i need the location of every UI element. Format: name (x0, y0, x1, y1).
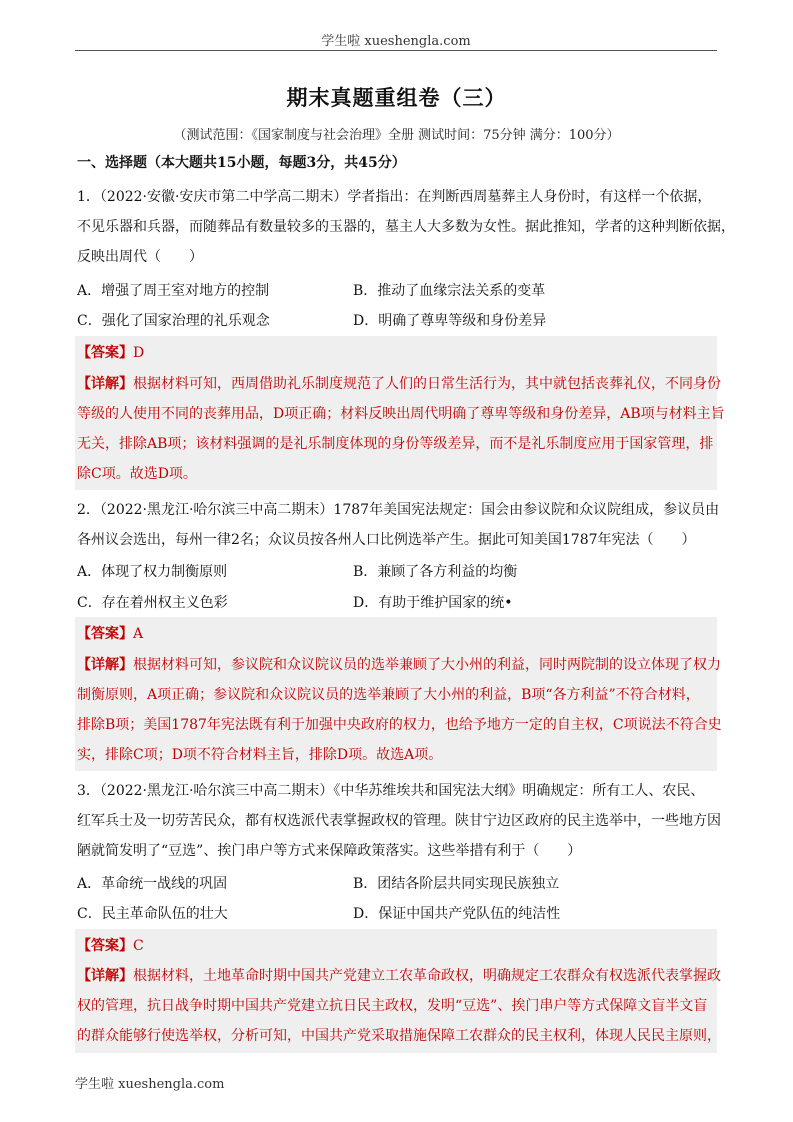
answer-value: D (133, 345, 145, 361)
question-3-answer (77, 936, 144, 956)
detail-tag: 【详解】 (77, 968, 133, 984)
question-2-stem-line-1: 2．（2022·黑龙江·哈尔滨三中高二期末）1787年美国宪法规定：国会由参议院和众议院组成，参议员由 (77, 502, 720, 518)
question-1-option-d: D．明确了尊卑等级和身份差异 (353, 313, 547, 329)
question-3-option-b: B．团结各阶层共同实现民族独立 (353, 876, 560, 892)
page-subtitle: （测试范围：《国家制度与社会治理》全册 测试时间：75分钟 满分：100分） (173, 128, 620, 143)
question-1-option-a: A．增强了周王室对地方的控制 (77, 283, 270, 299)
page-footer: 学生啦 xueshengla.com (75, 1077, 225, 1092)
detail-text: 根据材料，土地革命时期中国共产党建立工农革命政权，明确规定工农群众有权选派代表掌握政 (133, 968, 721, 984)
question-1-detail-line-1 (77, 374, 721, 394)
page-header: 学生啦 xueshengla.com (321, 34, 471, 49)
question-3-detail-line-2: 权的管理，抗日战争时期中国共产党建立抗日民主政权，发明“豆选”、挨门串户等方式保障文盲半文盲 (77, 998, 708, 1014)
question-1-option-b: B．推动了血缘宗法关系的变革 (353, 283, 546, 299)
question-2-detail-line-4: 实，排除C项；D项不符合材料主旨，排除D项。故选A项。 (77, 747, 443, 763)
header-rule (75, 50, 717, 51)
detail-tag: 【详解】 (77, 657, 133, 673)
detail-tag: 【详解】 (77, 376, 133, 392)
question-2-answer (77, 624, 143, 644)
question-3-stem-line-3: 陋就简发明了“豆选”、挨门串户等方式来保障政策落实。这些举措有利于（ ） (77, 843, 582, 859)
question-1-stem-line-1: 1．（2022·安徽·安庆市第二中学高二期末）学者指出：在判断西周墓葬主人身份时，有这样一个依据， (77, 189, 712, 205)
question-3-option-d: D．保证中国共产党队伍的纯洁性 (353, 906, 561, 922)
question-1-answer (77, 343, 144, 363)
question-1-stem-line-3: 反映出周代（ ） (77, 249, 203, 265)
question-1-detail-line-3: 无关，排除AB项；该材料强调的是礼乐制度体现的身份等级差异，而不是礼乐制度应用于国家管理，排 (77, 436, 714, 452)
question-3-option-c: C．民主革命队伍的壮大 (77, 906, 228, 922)
answer-value: A (133, 626, 144, 642)
question-3-detail-line-1 (77, 966, 721, 986)
section-heading: 一、选择题（本大题共15小题，每题3分，共45分） (77, 155, 406, 171)
question-3-detail-line-3: 的群众能够行使选举权，分析可知，中国共产党采取措施保障工农群众的民主权利，体现人民民主原则， (77, 1028, 721, 1044)
question-1-stem-line-2: 不见乐器和兵器，而随葬品有数量较多的玉器的，墓主人大多数为女性。据此推知，学者的这种判断依据， (77, 219, 735, 235)
question-2-detail-line-2: 制衡原则，A项正确；参议院和众议院议员的选举兼顾了大小州的利益，B项“各方利益”不符合材料， (77, 687, 700, 703)
question-2-detail-line-3: 排除B项；美国1787年宪法既有利于加强中央政府的权力，也给予地方一定的自主权，C项说法不符合史 (77, 717, 722, 733)
question-2-option-d: D．有助于维护国家的统• (353, 595, 513, 611)
detail-text: 根据材料可知，西周借助礼乐制度规范了人们的日常生活行为，其中就包括丧葬礼仪，不同身份 (133, 376, 721, 392)
question-2-detail-line-1 (77, 655, 721, 675)
answer-tag: 【答案】 (77, 626, 133, 642)
answer-tag: 【答案】 (77, 938, 133, 954)
question-3-stem-line-1: 3．（2022·黑龙江·哈尔滨三中高二期末）《中华苏维埃共和国宪法大纲》明确规定：所有工人、农民、 (77, 783, 705, 799)
answer-tag: 【答案】 (77, 345, 133, 361)
question-2-option-b: B．兼顾了各方利益的均衡 (353, 564, 518, 580)
question-2-option-c: C．存在着州权主义色彩 (77, 595, 228, 611)
detail-text: 根据材料可知，参议院和众议院议员的选举兼顾了大小州的利益，同时两院制的设立体现了权力 (133, 657, 721, 673)
question-2-option-a: A．体现了权力制衡原则 (77, 564, 228, 580)
question-1-option-c: C．强化了国家治理的礼乐观念 (77, 313, 270, 329)
question-2-stem-line-2: 各州议会选出，每州一律2名；众议员按各州人口比例选举产生。据此可知美国1787年宪法（ ） (77, 532, 696, 548)
page-title: 期末真题重组卷（三） (286, 85, 507, 110)
question-1-detail-line-4: 除C项。故选D项。 (77, 466, 197, 482)
question-3-stem-line-2: 红军兵士及一切劳苦民众，都有权选派代表掌握政权的管理。陕甘宁边区政府的民主选举中，一些地方因 (77, 813, 721, 829)
answer-value: C (133, 938, 144, 954)
question-3-option-a: A．革命统一战线的巩固 (77, 876, 228, 892)
question-1-detail-line-2: 等级的人使用不同的丧葬用品，D项正确；材料反映出周代明确了尊卑等级和身份差异，AB项与材料主旨 (77, 406, 725, 422)
